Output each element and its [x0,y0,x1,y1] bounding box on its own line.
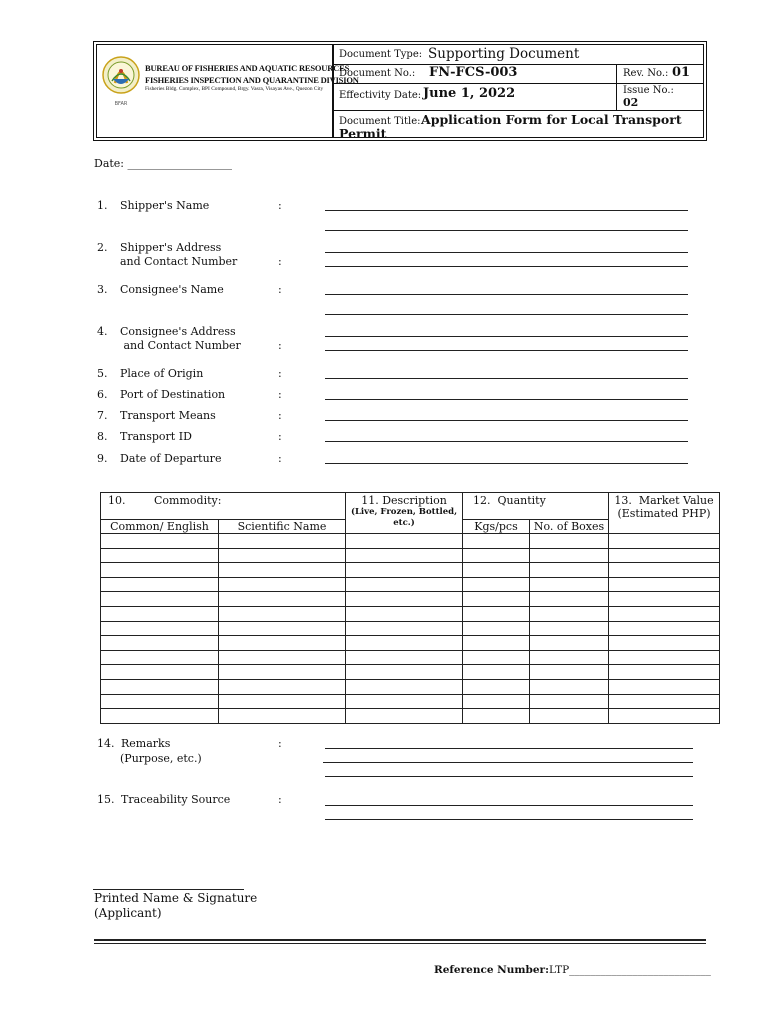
table-cell[interactable] [346,606,463,621]
table-cell[interactable] [101,636,219,651]
date-of-departure-line[interactable] [325,463,688,464]
table-cell[interactable] [219,577,346,592]
table-cell[interactable] [346,650,463,665]
signature-line[interactable] [93,889,244,890]
consignee-name-line-1[interactable] [325,294,688,295]
table-cell[interactable] [609,548,720,563]
quantity-label: 12. Quantity [473,494,546,507]
table-row [101,665,720,680]
colon: : [278,793,282,806]
table-cell[interactable] [463,650,530,665]
table-cell[interactable] [219,534,346,549]
agency-block [97,45,359,137]
table-cell[interactable] [219,621,346,636]
table-cell[interactable] [463,665,530,680]
effectivity-label: Effectivity Date: [339,90,422,101]
document-metadata [333,45,703,141]
table-cell[interactable] [101,563,219,578]
remarks-num: 14. [97,737,115,750]
table-cell[interactable] [530,577,609,592]
table-cell[interactable] [463,621,530,636]
table-cell[interactable] [609,650,720,665]
shipper-name-line-1[interactable] [325,210,688,211]
table-cell[interactable] [219,548,346,563]
effectivity-value: June 1, 2022 [423,86,516,101]
table-cell[interactable] [101,592,219,607]
field-num-3: 3. [97,283,108,296]
table-cell[interactable] [219,650,346,665]
table-cell[interactable] [346,694,463,709]
colon: : [278,283,282,296]
table-cell[interactable] [609,563,720,578]
table-cell[interactable] [219,563,346,578]
table-cell[interactable] [101,577,219,592]
shipper-name-line-2[interactable] [325,230,688,231]
field-label-consignee-address: Consignee's Address [120,325,236,338]
table-cell[interactable] [530,606,609,621]
table-cell[interactable] [346,665,463,680]
market-value-sub: (Estimated PHP) [617,507,711,520]
table-cell[interactable] [609,665,720,680]
boxes-header: No. of Boxes [530,520,609,534]
table-cell[interactable] [463,563,530,578]
table-cell[interactable] [463,709,530,724]
table-cell[interactable] [609,592,720,607]
commodity-table [100,492,720,724]
table-cell[interactable] [101,709,219,724]
table-cell[interactable] [219,679,346,694]
table-cell[interactable] [530,592,609,607]
field-num-4: 4. [97,325,108,338]
trace-line-2[interactable] [325,819,693,820]
trace-label: Traceability Source [121,793,231,806]
table-cell[interactable] [609,694,720,709]
table-cell[interactable] [463,592,530,607]
svg-text:BFAR: BFAR [114,101,128,107]
rev-value: 01 [672,65,691,80]
table-cell[interactable] [463,694,530,709]
table-cell[interactable] [463,577,530,592]
table-cell[interactable] [101,621,219,636]
field-num-5: 5. [97,367,108,380]
table-cell[interactable] [101,679,219,694]
table-cell[interactable] [530,636,609,651]
colon: : [278,367,282,380]
table-cell[interactable] [530,694,609,709]
table-cell[interactable] [101,665,219,680]
org-address: Fisheries Bldg. Complex, BPI Compound, Brgy. Vasra, Visayas Ave., Quezon City [145,86,324,92]
table-cell[interactable] [219,665,346,680]
issue-divider [616,83,617,110]
colon: : [278,388,282,401]
table-cell[interactable] [346,621,463,636]
field-label-shipper-name: Shipper's Name [120,199,210,212]
table-cell[interactable] [101,650,219,665]
field-label-consignee-contact: and Contact Number [120,339,241,352]
remarks-label: Remarks [121,737,171,750]
table-cell[interactable] [463,548,530,563]
trace-line-1[interactable] [325,805,693,806]
table-cell[interactable] [346,709,463,724]
commodity-header [101,493,346,520]
field-label-transport-means: Transport Means [120,409,216,422]
field-num-8: 8. [97,430,108,443]
table-row [101,694,720,709]
division-name: FISHERIES INSPECTION AND QUARANTINE DIVISION [145,75,359,85]
table-cell[interactable] [346,577,463,592]
reference-value: LTP___________________________ [548,964,711,976]
table-row [101,636,720,651]
colon: : [278,737,282,750]
doc-type-label: Document Type: [339,49,423,60]
table-cell[interactable] [530,548,609,563]
table-cell[interactable] [530,563,609,578]
table-row [101,534,720,549]
trace-num: 15. [97,793,115,806]
title-value-line1: Application Form for Local Transport [421,112,682,127]
date-field[interactable]: Date: ___________________ [94,157,233,170]
table-cell[interactable] [346,636,463,651]
doc-type-row [334,45,703,65]
table-cell[interactable] [530,709,609,724]
field-num-1: 1. [97,199,108,212]
field-label-shipper-contact: and Contact Number [120,255,238,268]
description-sub: (Live, Frozen, Bottled, etc.) [350,507,458,528]
reference-number[interactable] [434,964,711,976]
table-cell[interactable] [101,548,219,563]
colon: : [278,409,282,422]
field-label-place-of-origin: Place of Origin [120,367,204,380]
table-cell[interactable] [530,650,609,665]
table-cell[interactable] [101,534,219,549]
table-cell[interactable] [609,709,720,724]
shipper-address-line-1[interactable] [325,252,688,253]
doc-no-label: Document No.: [339,68,416,79]
field-label-transport-id: Transport ID [120,430,192,443]
field-num-7: 7. [97,409,108,422]
bfar-seal-icon [101,51,141,109]
colon: : [278,255,282,268]
field-label-port-of-destination: Port of Destination [120,388,226,401]
table-cell[interactable] [463,679,530,694]
table-cell[interactable] [530,534,609,549]
commodity-num: 10. [108,494,126,507]
table-cell[interactable] [346,563,463,578]
doc-no-value: FN-FCS-003 [429,65,518,80]
field-num-9: 9. [97,452,108,465]
issue-label: Issue No.: [623,85,674,96]
table-cell[interactable] [219,636,346,651]
market-value-header [609,493,720,534]
quantity-header [463,493,609,520]
field-num-2: 2. [97,241,108,254]
consignee-address-line-2[interactable] [325,350,688,351]
colon: : [278,199,282,212]
table-cell[interactable] [530,665,609,680]
issue-value: 02 [623,96,639,109]
table-header-row [101,493,720,520]
remarks-line-1[interactable] [325,748,693,749]
rev-divider [616,64,617,83]
market-value-label: 13. Market Value [614,494,714,507]
table-row [101,709,720,724]
doc-no-row [334,64,703,84]
colon: : [278,339,282,352]
table-cell[interactable] [609,534,720,549]
table-row [101,563,720,578]
table-cell[interactable] [219,592,346,607]
kgs-header: Kgs/pcs [463,520,530,534]
table-cell[interactable] [346,548,463,563]
footer-rule-top [94,939,706,941]
colon: : [278,452,282,465]
table-cell[interactable] [101,606,219,621]
table-cell[interactable] [463,636,530,651]
document-header [93,41,707,141]
footer-rule-bottom [94,943,706,944]
signature-label: Printed Name & Signature [94,891,258,905]
table-row [101,548,720,563]
table-row [101,606,720,621]
commodity-label: Commodity: [154,494,222,507]
title-label: Document Title: [339,116,421,127]
shipper-address-line-2[interactable] [325,266,688,267]
transport-means-line[interactable] [325,420,688,421]
consignee-address-line-1[interactable] [325,336,688,337]
table-cell[interactable] [219,709,346,724]
table-cell[interactable] [219,606,346,621]
effectivity-row [334,83,703,111]
table-cell[interactable] [609,577,720,592]
field-label-consignee-name: Consignee's Name [120,283,224,296]
rev-label: Rev. No.: [623,68,669,79]
title-row [334,110,703,139]
consignee-name-line-2[interactable] [325,314,688,315]
description-label: 11. Description [361,494,447,507]
description-header [346,493,463,534]
table-row [101,679,720,694]
title-value-line2: Permit [339,126,387,141]
table-row [101,650,720,665]
doc-type-value: Supporting Document [428,46,580,62]
org-name: BUREAU OF FISHERIES AND AQUATIC RESOURCES [145,63,350,73]
colon: : [278,430,282,443]
table-cell[interactable] [219,694,346,709]
table-row [101,621,720,636]
table-cell[interactable] [530,679,609,694]
table-cell[interactable] [463,534,530,549]
scientific-name-header: Scientific Name [219,520,346,534]
table-cell[interactable] [346,534,463,549]
field-num-6: 6. [97,388,108,401]
reference-label: Reference Number: [434,964,549,976]
transport-id-line[interactable] [325,441,688,442]
table-cell[interactable] [609,679,720,694]
table-cell[interactable] [609,621,720,636]
table-cell[interactable] [530,621,609,636]
table-cell[interactable] [609,636,720,651]
common-name-header: Common/ English [101,520,219,534]
remarks-line-2[interactable] [323,762,693,763]
table-row [101,592,720,607]
table-cell[interactable] [101,694,219,709]
table-cell[interactable] [346,592,463,607]
place-of-origin-line[interactable] [325,378,688,379]
field-label-date-of-departure: Date of Departure [120,452,222,465]
signature-sub: (Applicant) [94,906,162,920]
port-of-destination-line[interactable] [325,399,688,400]
header-frame [96,44,704,141]
table-cell[interactable] [346,679,463,694]
table-cell[interactable] [609,606,720,621]
table-row [101,577,720,592]
remarks-sub: (Purpose, etc.) [120,752,202,765]
remarks-line-3[interactable] [325,776,693,777]
field-label-shipper-address: Shipper's Address [120,241,222,254]
table-cell[interactable] [463,606,530,621]
